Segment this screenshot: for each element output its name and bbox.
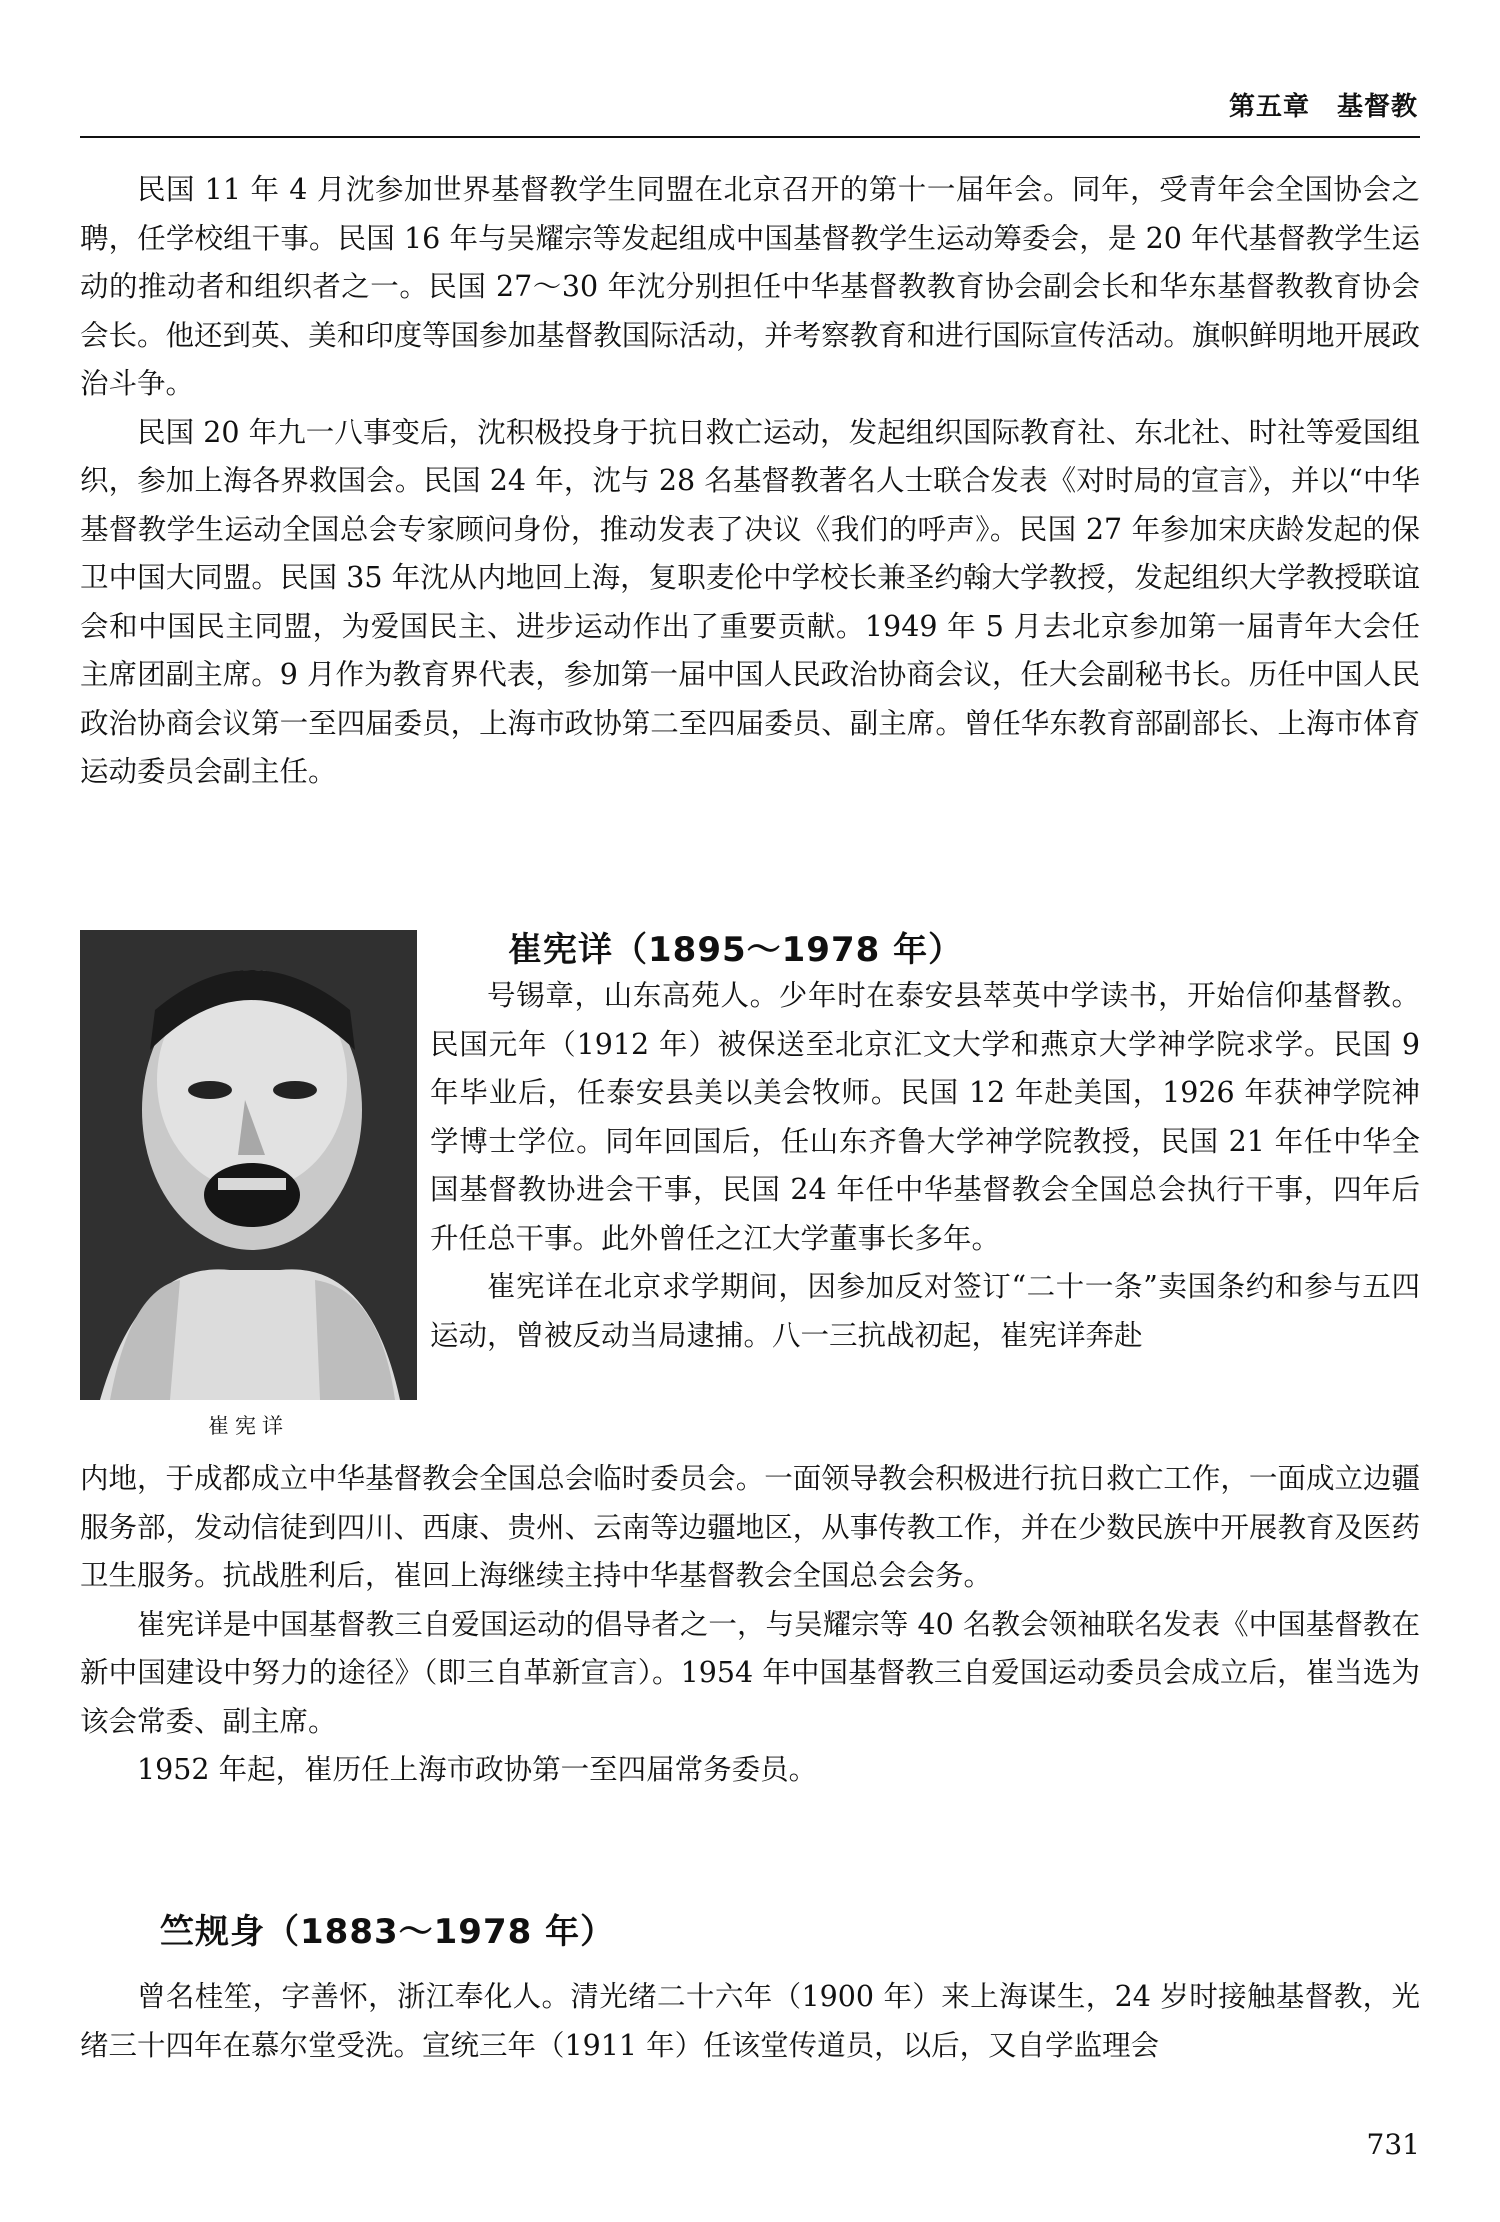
page-number: 731 <box>1366 2128 1420 2161</box>
running-header <box>80 86 1418 123</box>
paragraph: 内地，于成都成立中华基督教会全国总会临时委员会。一面领导教会积极进行抗日救亡工作，一面成立边疆服务部，发动信徒到四川、西康、贵州、云南等边疆地区，从事传教工作，并在少数民族中开展教育及医药卫生服务。抗战胜利后，崔回上海继续主持中华基督教会全国总会会务。 <box>80 1462 1420 1592</box>
cui-side-text <box>430 972 1420 1360</box>
section-heading-zhu: 竺规身（1883～1978 年） <box>160 1912 616 1952</box>
paragraph: 崔宪详是中国基督教三自爱国运动的倡导者之一，与吴耀宗等 40 名教会领袖联名发表《中国基督教在新中国建设中努力的途径》（即三自革新宣言）。1954 年中国基督教三自爱国运动委员会成立后，崔当选为该会常委、副主席。 <box>80 1607 1420 1738</box>
portrait-image <box>80 930 417 1400</box>
shen-section-text <box>80 166 1420 797</box>
paragraph: 1952 年起，崔历任上海市政协第一至四届常务委员。 <box>137 1753 818 1786</box>
paragraph: 崔宪详在北京求学期间，因参加反对签订“二十一条”卖国条约和参与五四运动，曾被反动当局逮捕。八一三抗战初起，崔宪详奔赴 <box>430 1270 1420 1352</box>
zhu-section-text <box>80 1973 1420 2070</box>
photo-caption: 崔宪详 <box>208 1414 289 1438</box>
paragraph: 号锡章，山东高苑人。少年时在泰安县萃英中学读书，开始信仰基督教。民国元年（1912 年）被保送至北京汇文大学和燕京大学神学院求学。民国 9 年毕业后，任泰安县美以美会牧师。民国 12 年赴美国，1926 年获神学院神学博士学位。同年回国后，任山东齐鲁大学神学院教授，民国 21 年任中华全国基督教协进会干事，民国 24 年任中华基督教会全国总会执行干事，四年后升任总干事。此外曾任之江大学董事长多年。 <box>430 979 1420 1255</box>
section-heading-cui: 崔宪详（1895～1978 年） <box>508 930 964 970</box>
cui-full-text <box>80 1455 1420 1795</box>
header-rule <box>80 136 1420 138</box>
chapter-title: 第五章 基督教 <box>1228 92 1418 122</box>
paragraph: 民国 20 年九一八事变后，沈积极投身于抗日救亡运动，发起组织国际教育社、东北社、时社等爱国组织，参加上海各界救国会。民国 24 年，沈与 28 名基督教著名人士联合发表《对时局的宣言》，并以“中华基督教学生运动全国总会专家顾问身份，推动发表了决议《我们的呼声》。民国 27 年参加宋庆龄发起的保卫中国大同盟。民国 35 年沈从内地回上海，复职麦伦中学校长兼圣约翰大学教授，发起组织大学教授联谊会和中国民主同盟，为爱国民主、进步运动作出了重要贡献。1949 年 5 月去北京参加第一届青年大会任主席团副主席。9 月作为教育界代表，参加第一届中国人民政治协商会议，任大会副秘书长。历任中国人民政治协商会议第一至四届委员，上海市政协第二至四届委员、副主席。曾任华东教育部副部长、上海市体育运动委员会副主任。 <box>80 415 1420 788</box>
paragraph: 曾名桂笙，字善怀，浙江奉化人。清光绪二十六年（1900 年）来上海谋生，24 岁时接触基督教，光绪三十四年在慕尔堂受洗。宣统三年（1911 年）任该堂传道员，以后，又自学监理会 <box>80 1980 1420 2062</box>
portrait-photo <box>80 930 417 1400</box>
paragraph: 民国 11 年 4 月沈参加世界基督教学生同盟在北京召开的第十一届年会。同年，受青年会全国协会之聘，任学校组干事。民国 16 年与吴耀宗等发起组成中国基督教学生运动筹委会，是 20 年代基督教学生运动的推动者和组织者之一。民国 27～30 年沈分别担任中华基督教教育协会副会长和华东基督教教育协会会长。他还到英、美和印度等国参加基督教国际活动，并考察教育和进行国际宣传活动。旗帜鲜明地开展政治斗争。 <box>80 173 1420 400</box>
